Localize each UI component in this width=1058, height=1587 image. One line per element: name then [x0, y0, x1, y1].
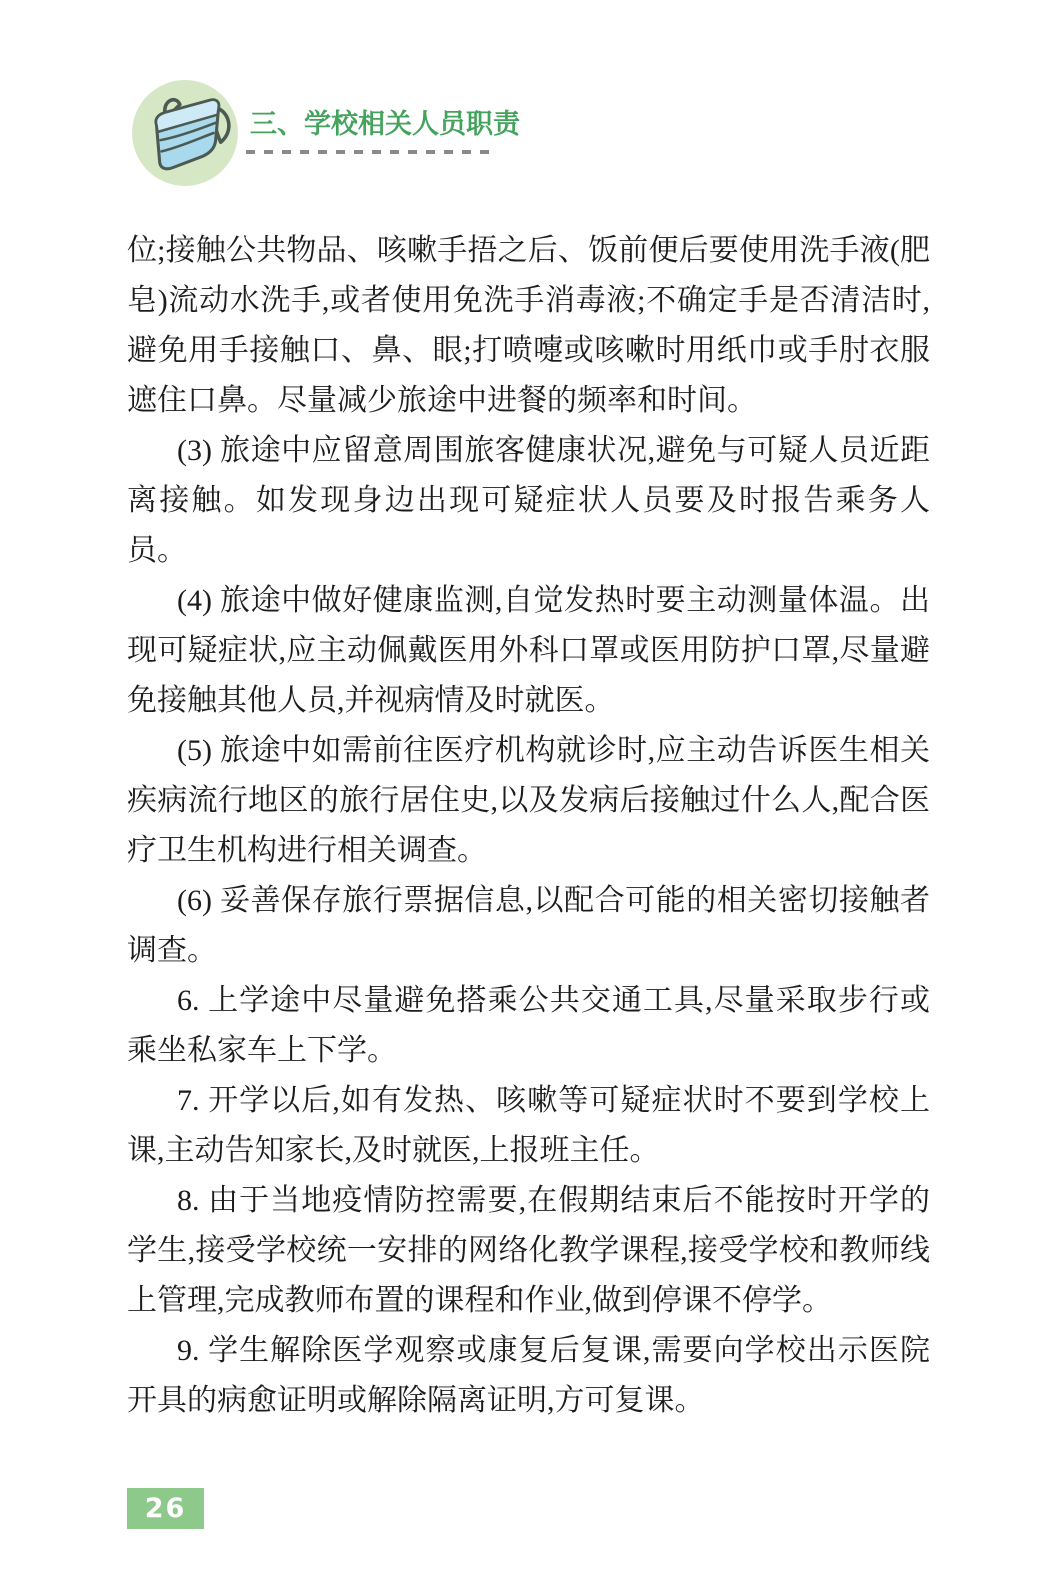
face-mask-icon — [130, 78, 240, 188]
paragraph: (5) 旅途中如需前往医疗机构就诊时,应主动告诉医生相关疾病流行地区的旅行居住史,以及发病后接触过什么人,配合医疗卫生机构进行相关调查。 — [127, 734, 930, 867]
paragraph: 6. 上学途中尽量避免搭乘公共交通工具,尽量采取步行或乘坐私家车上下学。 — [127, 984, 930, 1067]
page-title: 三、学校相关人员职责 — [250, 109, 520, 139]
page-number-badge: 26 — [127, 1488, 204, 1529]
paragraph: (4) 旅途中做好健康监测,自觉发热时要主动测量体温。出现可疑症状,应主动佩戴医用外科口罩或医用防护口罩,尽量避免接触其他人员,并视病情及时就医。 — [127, 584, 930, 717]
paragraph: 7. 开学以后,如有发热、咳嗽等可疑症状时不要到学校上课,主动告知家长,及时就医,上报班主任。 — [127, 1084, 930, 1167]
paragraph: 9. 学生解除医学观察或康复后复课,需要向学校出示医院开具的病愈证明或解除隔离证明,方可复课。 — [127, 1334, 930, 1417]
body-text — [127, 226, 930, 1426]
title-dashed-divider — [246, 150, 490, 154]
paragraph: 位;接触公共物品、咳嗽手捂之后、饭前便后要使用洗手液(肥皂)流动水洗手,或者使用免洗手消毒液;不确定手是否清洁时,避免用手接触口、鼻、眼;打喷嚏或咳嗽时用纸巾或手肘衣服遮住口鼻。尽量减少旅途中进餐的频率和时间。 — [127, 234, 930, 417]
paragraph: 8. 由于当地疫情防控需要,在假期结束后不能按时开学的学生,接受学校统一安排的网络化教学课程,接受学校和教师线上管理,完成教师布置的课程和作业,做到停课不停学。 — [127, 1184, 930, 1317]
paragraph: (6) 妥善保存旅行票据信息,以配合可能的相关密切接触者调查。 — [127, 884, 930, 967]
paragraph: (3) 旅途中应留意周围旅客健康状况,避免与可疑人员近距离接触。如发现身边出现可疑症状人员要及时报告乘务人员。 — [127, 434, 930, 567]
